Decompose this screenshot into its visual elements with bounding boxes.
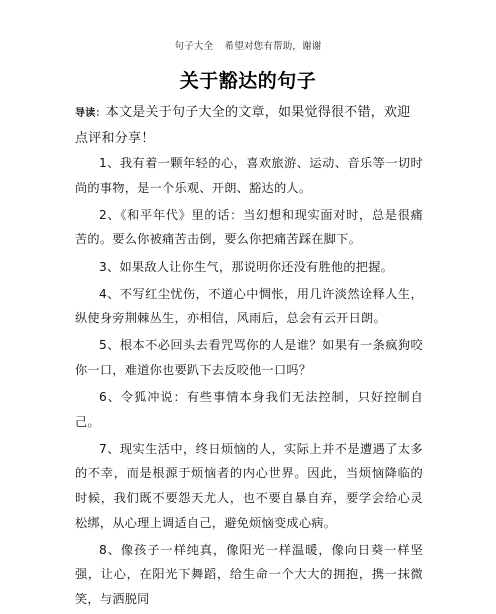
- sentence-item-6: 6、令狐冲说：有些事情本身我们无法控制，只好控制自己。: [75, 390, 423, 429]
- sentence-item-8: 8、像孩子一样纯真，像阳光一样温暖，像向日葵一样坚强，让心，在阳光下舞蹈，给生命一个大大的拥抱，携一抹微笑，与洒脱同: [75, 542, 423, 606]
- intro-label: 导读：: [75, 108, 106, 119]
- sentence-item-2: 2、《和平年代》里的话：当幻想和现实面对时，总是很痛苦的。要么你被痛苦击倒，要么你把痛苦踩在脚下。: [75, 207, 423, 247]
- page-header: [0, 38, 496, 52]
- header-site-name: 句子大全: [174, 41, 214, 52]
- sentence-item-7: 7、现实生活中，终日烦恼的人，实际上并不是遭遇了太多的不幸，而是根源于烦恼者的内心世界。因此，当烦恼降临的时候，我们既不要怨天尤人，也不要自暴自弃，要学会给心灵松绑，从心理上调适自己，避免烦恼变成心病。: [75, 441, 423, 530]
- sentence-item-1: 1、我有着一颗年轻的心，喜欢旅游、运动、音乐等一切时尚的事物，是一个乐观、开朗、豁达的人。: [75, 156, 423, 195]
- sentence-item-5: 5、根本不必回头去看咒骂你的人是谁？如果有一条疯狗咬你一口，难道你也要趴下去反咬他一口吗？: [75, 338, 423, 377]
- sentence-item-4: 4、不写红尘忧伤，不道心中惆怅，用几许淡然诠释人生，纵使身旁荆棘丛生，亦相信，风雨后，总会有云开日朗。: [75, 286, 423, 326]
- header-thanks-note: 希望对您有帮助，谢谢: [224, 41, 322, 52]
- page-title: 关于豁达的句子: [179, 70, 317, 92]
- sentence-item-3: 3、如果敌人让你生气，那说明你还没有胜他的把握。: [99, 259, 394, 274]
- intro-text: 本文是关于句子大全的文章，如果觉得很不错，欢迎点评和分享！: [75, 105, 411, 146]
- document-body: [75, 101, 423, 614]
- intro-paragraph: [75, 101, 423, 151]
